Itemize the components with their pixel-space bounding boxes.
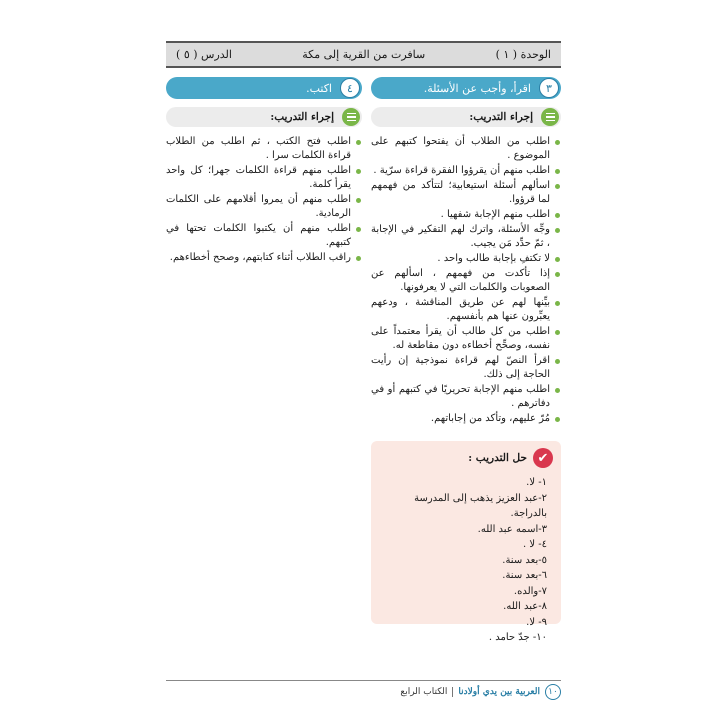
check-icon: ✔ [533,448,553,468]
list-item: اطلب منهم قراءة الكلمات جهرا؛ كل واحد يقرأ كلمة. [166,164,362,192]
list-item: ٦-بعد سنة. [502,570,547,581]
list-item: ٥-بعد سنة. [502,554,547,566]
list-icon [342,108,360,126]
solution-title: حل التدريب : [468,452,527,464]
exercise-number-badge: ٣ [539,78,559,98]
page-footer [400,684,561,700]
grade-label: الكتاب الرابع [400,687,448,697]
list-item: اطلب منهم الإجابة شفهيا . [371,208,561,222]
list-icon [541,108,559,126]
procedure-label: إجراء التدريب: [469,111,533,123]
exercise-3-header [371,77,561,99]
list-item: ١- لا. [526,477,547,488]
book-title: العربية بين يدي أولادنا [458,687,540,697]
list-item: اقرأ النصّ لهم قراءة نموذجية إن رأيت الحاجة إلى ذلك. [371,354,561,382]
exercise-number-badge: ٤ [340,78,360,98]
list-item: ٣-اسمه عبد الله. [477,523,547,535]
footer-divider [166,680,561,681]
solution-box [371,441,561,643]
procedure-steps [166,135,362,265]
exercise-4-column [166,77,362,266]
list-item: ٤- لا . [523,539,547,550]
page-number: ١٠ [545,684,561,700]
list-item: وجِّه الأسئلة، واترك لهم التفكير في الإجابة ، ثمّ حدِّد مَن يجيب. [371,223,561,251]
list-item: اطلب منهم أن يقرؤوا الفقرة قراءة سرّية . [371,164,561,178]
procedure-bar [166,107,362,127]
list-item: ٧-والده. [513,585,547,597]
exercise-4-header [166,77,362,99]
list-item: اطلب فتح الكتب ، ثم اطلب من الطلاب قراءة الكلمات سرا . [166,135,362,163]
list-item: ٨-عبد الله. [503,601,547,612]
answer-list [379,475,553,646]
procedure-bar [371,107,561,127]
list-item: اطلب من كل طالب أن يقرأ معتمداً على نفسه، وصحِّح أخطاءه دون مقاطعة له. [371,325,561,353]
list-item: مُرّ عليهم، وتأكد من إجاباتهم. [371,412,561,426]
lesson-header [166,41,561,68]
list-item: بيِّنها لهم عن طريق المناقشة ، ودعهم يعبِّرون عنها هم بأنفسهم. [371,296,561,324]
exercise-3-column [371,77,561,427]
solution-header [379,447,553,469]
footer-separator [452,687,453,697]
list-item: راقب الطلاب أثناء كتابتهم، وصحح أخطاءهم. [166,251,362,265]
procedure-steps [371,135,561,426]
list-item: اسألهم أسئلة استيعابية؛ لتتأكد من فهمهم لما قرؤوا. [371,179,561,207]
list-item: ١٠- جدّ حامد . [488,632,547,643]
lesson-title: سافرت من القرية إلى مكة [302,48,426,61]
list-item: ٩- لا. [526,616,547,628]
list-item: اطلب منهم أن يمروا أقلامهم على الكلمات الرمادية. [166,193,362,221]
exercise-title: اكتب. [306,81,332,95]
lesson-number: الدرس ( ٥ ) [176,48,232,61]
list-item: اطلب منهم أن يكتبوا الكلمات تحتها في كتبهم. [166,222,362,250]
procedure-label: إجراء التدريب: [270,111,334,123]
list-item: اطلب من الطلاب أن يفتحوا كتبهم على الموضوع . [371,135,561,163]
list-item: لا تكتفِ بإجابة طالب واحد . [371,252,561,266]
unit-label: الوحدة ( ١ ) [495,48,551,61]
list-item: اطلب منهم الإجابة تحريريًا في كتبهم أو في دفاترهم . [371,383,561,411]
list-item: ٢-عبد العزيز يذهب إلى المدرسة بالدراجة. [414,492,547,519]
exercise-title: اقرأ، وأجب عن الأسئلة. [423,81,531,95]
list-item: إذا تأكدت من فهمهم ، اسألهم عن الصعوبات والكلمات التي لا يعرفونها. [371,267,561,295]
